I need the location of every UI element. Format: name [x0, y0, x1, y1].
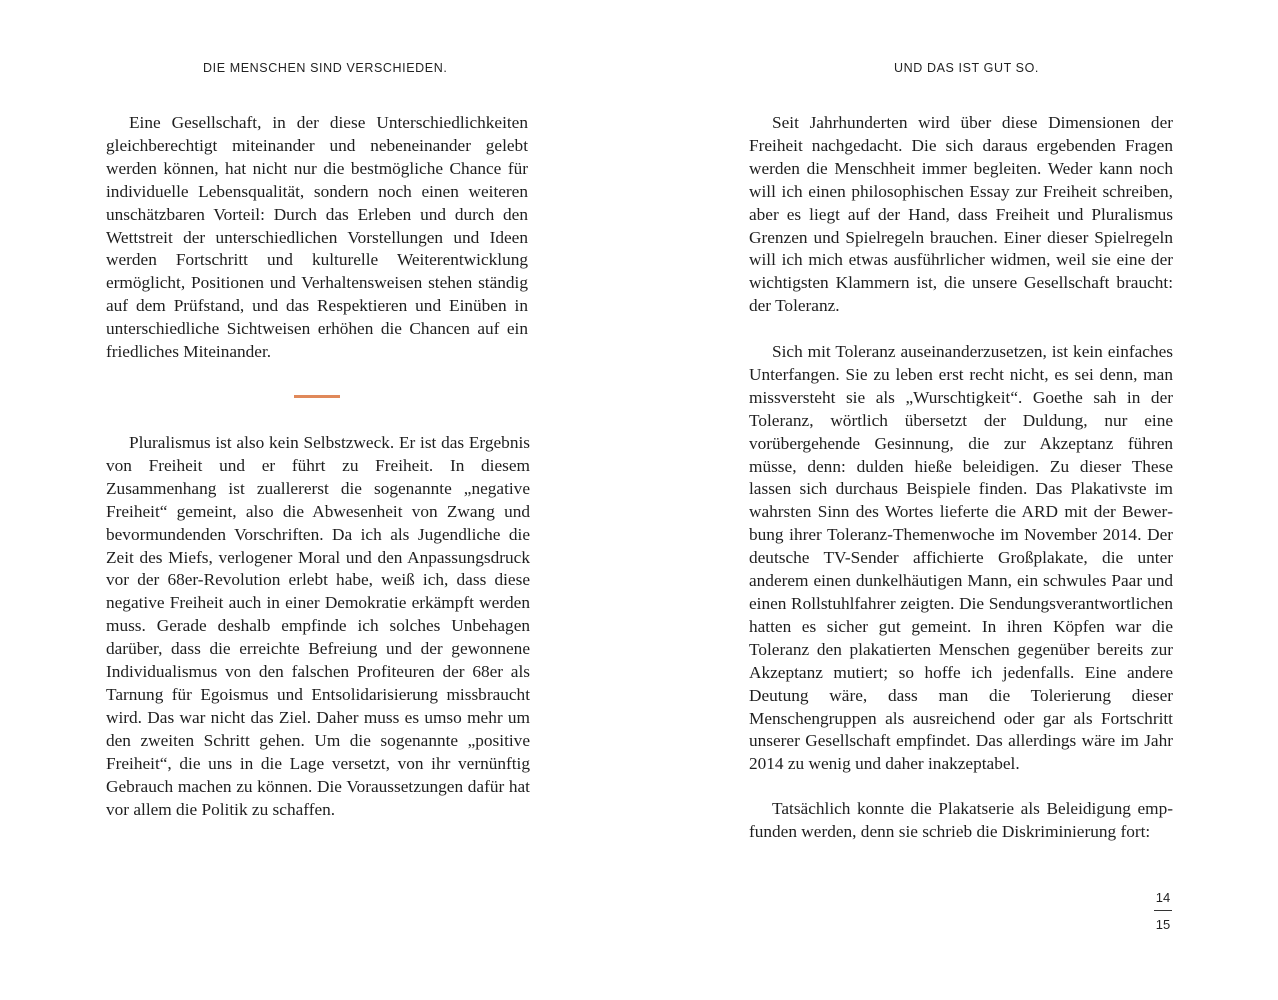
right-page-paragraph-2: [749, 341, 1173, 776]
paragraph-text: Eine Gesellschaft, in der diese Unterschiedlichkeiten gleichberechtigt miteinander und nebeneinander gelebt werden können, hat nicht nur die bestmögliche Chance für individuelle Lebensqualität, sondern noch einen weiteren unschätzbaren Vorteil: Durch das Erleben und durch den Wettstreit der unterschiedlichen Vorstellungen und Ideen werden Fortschritt und kulturelle Weiterentwicklung ermöglicht, Positionen und Verhaltensweisen stehen ständig auf dem Prüfstand, und das Respektieren und Einüben in unterschiedliche Sichtweisen erhöhen die Chancen auf ein friedliches Miteinander.: [106, 113, 528, 362]
left-page-paragraph-1: [106, 112, 528, 364]
running-head-right: UND DAS IST GUT SO.: [894, 61, 1039, 75]
paragraph-text: Sich mit Toleranz auseinanderzusetzen, ist kein einfaches Unterfangen. Sie zu leben erst recht nicht, es sei denn, man missversteht sie als „Wurschtigkeit“. Goethe sah in der Toleranz, wörtlich übersetzt der Duldung, nur eine vorübergehende Gesinnung, die zur Akzeptanz führen müsse, denn: dulden hieße beleidigen. Zu dieser These lassen sich durchaus Beispiele finden. Das Plakativste im wahrsten Sinn des Wortes lieferte die ARD mit der Bewerbung ihrer Toleranz-Themenwoche im November 2014. Der deutsche TV-Sender affichierte Großplakate, die unter anderem einen dunkelhäutigen Mann, ein schwules Paar und einen Rollstuhlfahrer zeigten. Die Sendungsverantwortlichen hatten es sicher gut gemeint. In ihren Köpfen war die Toleranz den plakatierten Menschen gegenüber bereits zur Akzeptanz mutiert; so hoffe ich jedenfalls. Eine andere Deutung wäre, dass man die Tolerierung dieser Menschengruppen als ausreichend oder gar als Fortschritt unserer Gesellschaft empfindet. Das allerdings wäre im Jahr 2014 zu wenig und daher inakzeptabel.: [749, 342, 1173, 774]
section-divider: [294, 395, 340, 398]
right-page-paragraph-1: [749, 112, 1173, 318]
paragraph-text: Tatsächlich konnte die Plakatserie als Beleidigung empfunden werden, denn sie schrieb die Diskriminierung fort:: [749, 799, 1173, 841]
right-page-paragraph-3: [749, 798, 1173, 844]
page-number-right: 15: [1155, 917, 1171, 932]
paragraph-text: Seit Jahrhunderten wird über diese Dimensionen der Freiheit nachgedacht. Die sich daraus ergebenden Fragen werden die Menschheit immer begleiten. Weder kann noch will ich einen philosophischen Essay zur Freiheit schreiben, aber es liegt auf der Hand, dass Freiheit und Pluralismus Grenzen und Spielregeln brauchen. Einer dieser Spielregeln will ich mich etwas ausführlicher widmen, weil sie eine der wichtigsten Klammern ist, die unsere Gesellschaft braucht: der Toleranz.: [749, 113, 1173, 316]
running-head-left: DIE MENSCHEN SIND VERSCHIEDEN.: [203, 61, 448, 75]
page-number-left: 14: [1155, 890, 1171, 905]
left-page-paragraph-2: [106, 432, 530, 821]
paragraph-text: Pluralismus ist also kein Selbstzweck. Er ist das Ergebnis von Freiheit und er führt zu Freiheit. In diesem Zusammenhang ist zuallererst die sogenannte „negative Freiheit“ gemeint, also die Abwesenheit von Zwang und bevormundenden Vorschriften. Da ich als Jugendliche die Zeit des Miefs, verlogener Moral und den Anpassungsdruck vor der 68er-Revolution erlebt habe, weiß ich, dass diese negative Freiheit auch in einer Demokratie erkämpft werden muss. Gerade deshalb empfinde ich solches Unbehagen darüber, dass die erreichte Befreiung und der gewonnene Individualismus von den falschen Profiteuren der 68er als Tarnung für Egoismus und Entsolidarisierung missbraucht wird. Das war nicht das Ziel. Daher muss es umso mehr um den zweiten Schritt gehen. Um die sogenannte „positive Freiheit“, die uns in die Lage versetzt, von ihr vernünftig Gebrauch machen zu können. Die Voraussetzungen dafür hat vor allem die Politik zu schaffen.: [106, 433, 530, 819]
page-number-rule: [1154, 910, 1172, 911]
